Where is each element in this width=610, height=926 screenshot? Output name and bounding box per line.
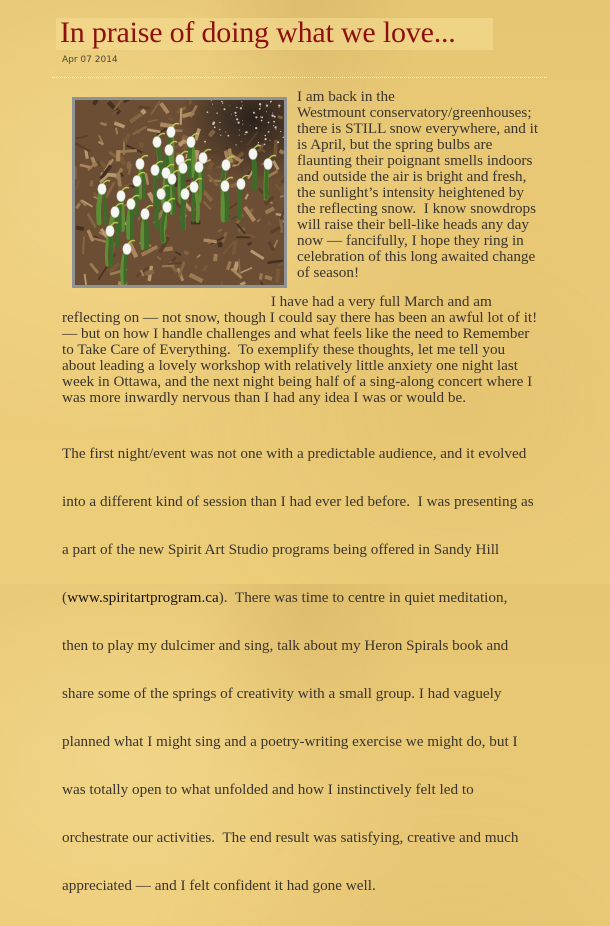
soil-speck (242, 124, 243, 125)
soil-speck (234, 112, 236, 114)
soil-speck (255, 127, 257, 129)
text-line: there is STILL snow everywhere, and it (297, 121, 538, 137)
text-line: appreciated — and I felt confident it had gone well. (62, 878, 534, 894)
soil-speck (224, 108, 226, 110)
text-line: The first night/event was not one with a predictable audience, and it evolved (62, 446, 534, 462)
text-line (62, 590, 534, 606)
soil-speck (231, 114, 232, 115)
soil-speck (274, 116, 276, 118)
photo-snowdrops-icon (75, 100, 284, 285)
soil-speck (220, 135, 221, 136)
soil-speck (271, 115, 273, 117)
text-line: to Take Care of Everything. To exemplify these thoughts, let me tell you (62, 342, 537, 358)
soil-speck (273, 125, 274, 126)
mulch-chip (221, 281, 223, 285)
soil-speck (265, 135, 267, 137)
text-line: the reflecting snow. I know snowdrops (297, 201, 538, 217)
text-line: flaunting their poignant smells indoors (297, 153, 538, 169)
soil-speck (260, 116, 261, 117)
text-line: reflecting on — not snow, though I could say there has been an awful lot of it! (62, 310, 537, 326)
soil-speck (227, 135, 229, 137)
soil-speck (255, 116, 257, 118)
soil-speck (277, 141, 279, 143)
snowdrop-flower (179, 163, 187, 174)
soil-speck (276, 129, 277, 130)
soil-speck (239, 135, 240, 136)
text-line: is April, but the spring bulbs are (297, 137, 538, 153)
text-line: week in Ottawa, and the next night being half of a sing-along concert where I (62, 374, 537, 390)
soil-speck (239, 130, 240, 131)
snowdrops-photo (72, 97, 287, 288)
soil-speck (258, 142, 259, 143)
text-fragment: ( (62, 589, 67, 606)
snowdrop-flower (167, 127, 175, 138)
soil-speck (266, 111, 267, 112)
text-line: Westmount conservatory/greenhouses; (297, 105, 538, 121)
text-line: — but on how I handle challenges and what feels like the need to Remember (62, 326, 537, 342)
text-line: was more inwardly nervous than I had any idea I was or would be. (62, 390, 537, 406)
snowdrop-flower (133, 176, 141, 187)
snowdrop-flower (141, 209, 149, 220)
text-line: now — fancifully, I hope they ring in (297, 233, 538, 249)
soil-speck (253, 112, 255, 114)
soil-speck (236, 107, 237, 108)
text-line: I have had a very full March and am (62, 294, 537, 310)
soil-speck (261, 120, 263, 122)
snowdrop-flower (117, 191, 125, 202)
snowdrop-flower (98, 184, 106, 195)
post-title[interactable]: In praise of doing what we love... (60, 15, 456, 51)
snowdrop-flower (249, 149, 257, 160)
soil-speck (240, 107, 242, 109)
soil-speck (280, 131, 281, 132)
snowdrop-flower (111, 207, 119, 218)
soil-speck (213, 122, 215, 124)
soil-speck (236, 118, 238, 120)
snowdrop-flower (168, 174, 176, 185)
mulch-chip (127, 161, 131, 169)
mulch-chip (116, 150, 120, 161)
snowdrop-flower (127, 199, 135, 210)
soil-speck (216, 113, 217, 114)
soil-speck (207, 111, 209, 113)
soil-speck (212, 104, 213, 105)
soil-speck (241, 101, 242, 102)
text-line: of season! (297, 265, 538, 281)
soil-speck (270, 101, 271, 102)
soil-speck (236, 144, 237, 145)
text-line: orchestrate our activities. The end result was satisfying, creative and much (62, 830, 534, 846)
snowdrop-flower (136, 159, 144, 170)
paragraph-2 (62, 294, 537, 406)
dotted-divider (52, 77, 547, 78)
soil-speck (214, 127, 216, 129)
snowdrop-flower (123, 244, 131, 255)
snowdrop-flower (187, 137, 195, 148)
soil-speck (221, 101, 223, 103)
mulch-chip (188, 100, 192, 105)
soil-speck (238, 122, 240, 124)
soil-speck (235, 115, 236, 116)
soil-speck (278, 105, 280, 107)
soil-speck (245, 132, 246, 133)
text-line: a part of the new Spirit Art Studio programs being offered in Sandy Hill (62, 542, 534, 558)
text-line: share some of the springs of creativity with a small group. I had vaguely (62, 686, 534, 702)
text-line: and outside the air is bright and fresh, (297, 169, 538, 185)
snowdrop-flower (237, 179, 245, 190)
text-line: will raise their bell-like heads any day (297, 217, 538, 233)
soil-speck (225, 132, 226, 133)
text-line: about leading a lovely workshop with relatively little anxiety one night last (62, 358, 537, 374)
paragraph-1 (297, 89, 538, 281)
soil-speck (204, 141, 206, 143)
snowdrop-flower (163, 202, 171, 213)
text-line: then to play my dulcimer and sing, talk about my Heron Spirals book and (62, 638, 534, 654)
soil-speck (264, 144, 266, 146)
soil-speck (230, 105, 231, 106)
soil-speck (242, 120, 243, 121)
soil-speck (268, 122, 270, 124)
text-line: the sunlight’s intensity heightened by (297, 185, 538, 201)
mulch-chip (236, 236, 250, 238)
soil-speck (241, 141, 242, 142)
soil-speck (260, 106, 261, 107)
soil-speck (265, 138, 267, 140)
soil-speck (266, 105, 268, 107)
soil-speck (250, 125, 251, 126)
snowdrop-flower (165, 145, 173, 156)
soil-speck (268, 131, 270, 133)
soil-speck (259, 103, 261, 105)
text-line: into a different kind of session than I had ever led before. I was presenting as (62, 494, 534, 510)
mulch-chip (139, 142, 143, 148)
text-fragment: ). There was time to centre in quiet meditation, (219, 589, 508, 606)
snowdrop-flower (264, 159, 272, 170)
spirit-art-program-link[interactable]: www.spiritartprogram.ca (67, 589, 219, 606)
soil-speck (222, 103, 223, 104)
snowdrop-flower (195, 162, 203, 173)
soil-speck (273, 121, 275, 123)
soil-speck (283, 137, 284, 138)
snowdrop-flower (181, 189, 189, 200)
text-line: I am back in the (297, 89, 538, 105)
snowdrop-flower (190, 182, 198, 193)
snowdrop-flower (222, 160, 230, 171)
soil-speck (244, 134, 245, 135)
soil-speck (242, 105, 243, 106)
soil-speck (275, 126, 277, 128)
paragraph-3 (62, 414, 534, 926)
text-line: planned what I might sing and a poetry-writing exercise we might do, but I (62, 734, 534, 750)
soil-speck (279, 107, 280, 108)
snowdrop-flower (157, 189, 165, 200)
snowdrop-flower (151, 165, 159, 176)
soil-speck (219, 129, 220, 130)
snowdrop-flower (221, 181, 229, 192)
soil-speck (261, 117, 263, 119)
text-line: celebration of this long awaited change (297, 249, 538, 265)
snowdrop-flower (106, 226, 114, 237)
text-line: was totally open to what unfolded and how I instinctively felt led to (62, 782, 534, 798)
post-date: Apr 07 2014 (62, 54, 118, 66)
snowdrop-flower (153, 137, 161, 148)
soil-speck (219, 122, 220, 123)
soil-speck (272, 113, 273, 114)
soil-speck (269, 140, 270, 141)
soil-speck (259, 108, 261, 110)
